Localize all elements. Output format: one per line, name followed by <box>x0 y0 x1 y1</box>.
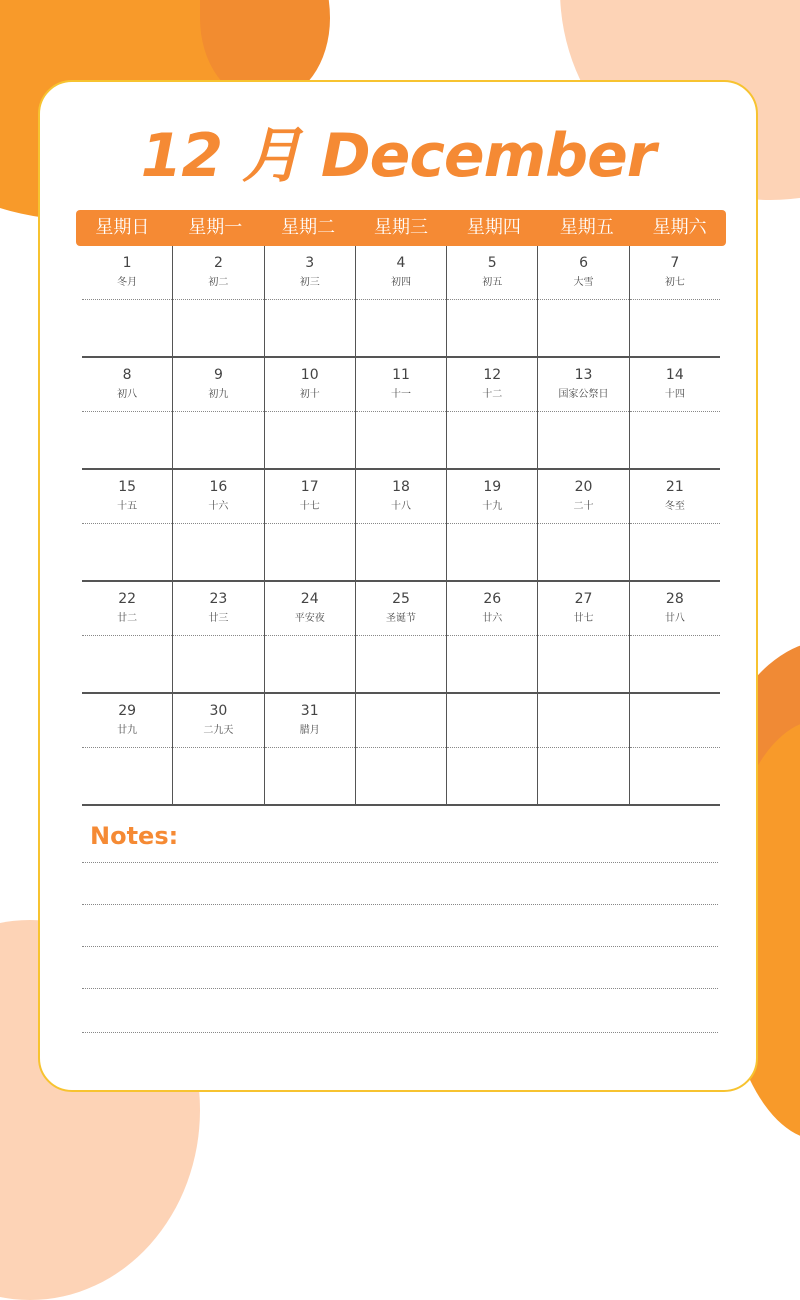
day-number: 5 <box>487 255 497 271</box>
calendar-day-cell[interactable] <box>173 358 264 468</box>
day-number: 16 <box>209 479 228 495</box>
day-divider <box>538 747 628 748</box>
calendar-day-cell[interactable] <box>82 470 173 580</box>
day-number: 27 <box>574 591 593 607</box>
calendar-day-cell[interactable] <box>447 470 538 580</box>
day-divider <box>538 523 628 524</box>
calendar-day-cell[interactable] <box>82 582 173 692</box>
note-line <box>82 904 718 905</box>
page-title: 12 月 December <box>140 121 656 191</box>
lunar-date: 初二 <box>208 277 229 288</box>
day-number: 8 <box>122 367 132 383</box>
calendar-day-cell[interactable] <box>630 582 720 692</box>
day-divider <box>82 411 172 412</box>
day-number: 30 <box>209 703 228 719</box>
day-number: 11 <box>392 367 410 383</box>
day-divider <box>173 747 263 748</box>
day-divider <box>630 299 720 300</box>
day-divider <box>356 635 446 636</box>
day-divider <box>630 635 720 636</box>
day-number: 28 <box>665 591 684 607</box>
note-line <box>82 988 718 989</box>
day-divider <box>447 411 537 412</box>
weekday-sun: 星期日 <box>95 217 150 238</box>
day-number: 29 <box>118 703 137 719</box>
day-number: 12 <box>483 367 502 383</box>
day-divider <box>173 299 263 300</box>
lunar-date: 圣诞节 <box>385 613 416 624</box>
lunar-date: 十一 <box>390 389 411 400</box>
day-number: 13 <box>574 367 593 383</box>
calendar-day-cell[interactable] <box>447 246 538 356</box>
calendar-week <box>82 246 720 358</box>
calendar-day-cell[interactable] <box>630 358 720 468</box>
calendar-day-cell[interactable] <box>356 358 447 468</box>
day-divider <box>82 635 172 636</box>
day-divider <box>630 523 720 524</box>
calendar-grid <box>82 246 720 798</box>
day-number: 3 <box>305 255 315 271</box>
lunar-date: 十九 <box>482 501 503 512</box>
weekday-wed: 星期三 <box>374 217 428 238</box>
day-divider <box>82 523 172 524</box>
day-divider <box>265 523 355 524</box>
calendar-day-cell[interactable] <box>630 246 720 356</box>
day-number: 14 <box>665 367 684 383</box>
calendar-day-cell[interactable] <box>447 694 538 804</box>
lunar-date: 国家公祭日 <box>558 389 609 400</box>
calendar-day-cell[interactable] <box>173 582 264 692</box>
lunar-date: 十七 <box>299 501 320 512</box>
weekday-fri: 星期五 <box>559 217 614 238</box>
day-number: 21 <box>665 479 684 495</box>
day-divider <box>356 411 446 412</box>
calendar-day-cell[interactable] <box>82 246 173 356</box>
day-divider <box>173 411 263 412</box>
day-number: 19 <box>483 479 502 495</box>
day-divider <box>82 299 172 300</box>
lunar-date: 十四 <box>664 389 685 400</box>
calendar-day-cell[interactable] <box>447 358 538 468</box>
day-divider <box>82 747 172 748</box>
lunar-date: 廿二 <box>117 613 138 624</box>
calendar-week <box>82 470 720 582</box>
day-number: 6 <box>579 255 588 271</box>
lunar-date: 初四 <box>390 277 411 288</box>
lunar-date: 大雪 <box>573 277 594 288</box>
calendar-day-cell[interactable] <box>538 246 629 356</box>
calendar-day-cell[interactable] <box>173 470 264 580</box>
weekday-thu: 星期四 <box>466 217 521 238</box>
weekday-tue: 星期二 <box>281 217 336 238</box>
lunar-date: 冬至 <box>664 501 685 512</box>
lunar-date: 廿六 <box>482 613 503 624</box>
calendar-day-cell[interactable] <box>356 246 447 356</box>
calendar-card <box>38 80 758 1092</box>
lunar-date: 初七 <box>664 277 685 288</box>
lunar-date: 平安夜 <box>294 613 325 624</box>
note-line <box>82 1032 718 1033</box>
day-number: 25 <box>392 591 410 607</box>
day-number: 23 <box>209 591 228 607</box>
calendar-day-cell[interactable] <box>265 246 356 356</box>
day-divider <box>447 747 537 748</box>
weekday-header <box>76 210 726 246</box>
day-number: 24 <box>300 591 319 607</box>
lunar-date: 廿三 <box>208 613 229 624</box>
day-divider <box>265 747 355 748</box>
lunar-date: 初九 <box>208 389 229 400</box>
day-number: 4 <box>396 255 406 271</box>
day-divider <box>630 747 720 748</box>
day-number: 2 <box>213 255 223 271</box>
calendar-day-cell[interactable] <box>265 582 356 692</box>
lunar-date: 初三 <box>299 277 320 288</box>
day-number: 7 <box>670 255 680 271</box>
day-number: 31 <box>300 703 319 719</box>
lunar-date: 十八 <box>390 501 411 512</box>
calendar-week <box>82 582 720 694</box>
day-number: 1 <box>122 255 132 271</box>
day-number: 18 <box>392 479 410 495</box>
lunar-date: 十五 <box>117 501 138 512</box>
lunar-date: 十二 <box>482 389 503 400</box>
calendar-day-cell[interactable] <box>447 582 538 692</box>
weekday-mon: 星期一 <box>188 217 243 238</box>
day-number: 22 <box>118 591 137 607</box>
calendar-day-cell[interactable] <box>630 470 720 580</box>
lunar-date: 十六 <box>208 501 229 512</box>
calendar-day-cell[interactable] <box>538 694 629 804</box>
day-divider <box>447 635 537 636</box>
calendar-week <box>82 694 720 806</box>
lunar-date: 廿七 <box>573 613 594 624</box>
calendar-day-cell[interactable] <box>538 358 629 468</box>
day-divider <box>356 523 446 524</box>
calendar-day-cell[interactable] <box>173 694 264 804</box>
day-divider <box>538 411 628 412</box>
lunar-date: 初十 <box>299 389 320 400</box>
day-divider <box>447 523 537 524</box>
lunar-date: 二九天 <box>203 725 234 736</box>
day-number: 17 <box>300 479 319 495</box>
calendar-day-cell[interactable] <box>630 694 720 804</box>
calendar-day-cell[interactable] <box>538 582 629 692</box>
weekday-sat: 星期六 <box>652 217 707 238</box>
day-number: 10 <box>300 367 319 383</box>
calendar-day-cell[interactable] <box>82 694 173 804</box>
lunar-date: 初五 <box>482 277 503 288</box>
notes-label: Notes: <box>90 822 179 850</box>
day-divider <box>265 299 355 300</box>
note-line <box>82 862 718 863</box>
calendar-day-cell[interactable] <box>265 694 356 804</box>
note-line <box>82 946 718 947</box>
lunar-date: 二十 <box>573 501 594 512</box>
calendar-day-cell[interactable] <box>265 358 356 468</box>
day-number: 26 <box>483 591 502 607</box>
day-divider <box>630 411 720 412</box>
day-divider <box>173 635 263 636</box>
lunar-date: 腊月 <box>299 725 320 736</box>
calendar-day-cell[interactable] <box>265 470 356 580</box>
calendar-day-cell[interactable] <box>538 470 629 580</box>
day-divider <box>356 299 446 300</box>
lunar-date: 冬月 <box>117 277 138 288</box>
day-divider <box>265 411 355 412</box>
calendar-day-cell[interactable] <box>356 694 447 804</box>
day-divider <box>173 523 263 524</box>
day-divider <box>538 635 628 636</box>
day-divider <box>265 635 355 636</box>
calendar-day-cell[interactable] <box>356 582 447 692</box>
calendar-week <box>82 358 720 470</box>
calendar-day-cell[interactable] <box>173 246 264 356</box>
lunar-date: 廿八 <box>664 613 685 624</box>
day-number: 9 <box>213 367 223 383</box>
lunar-date: 初八 <box>117 389 138 400</box>
calendar-day-cell[interactable] <box>82 358 173 468</box>
calendar-day-cell[interactable] <box>356 470 447 580</box>
day-divider <box>538 299 628 300</box>
day-number: 15 <box>118 479 137 495</box>
day-divider <box>356 747 446 748</box>
day-number: 20 <box>574 479 593 495</box>
day-divider <box>447 299 537 300</box>
lunar-date: 廿九 <box>117 725 138 736</box>
